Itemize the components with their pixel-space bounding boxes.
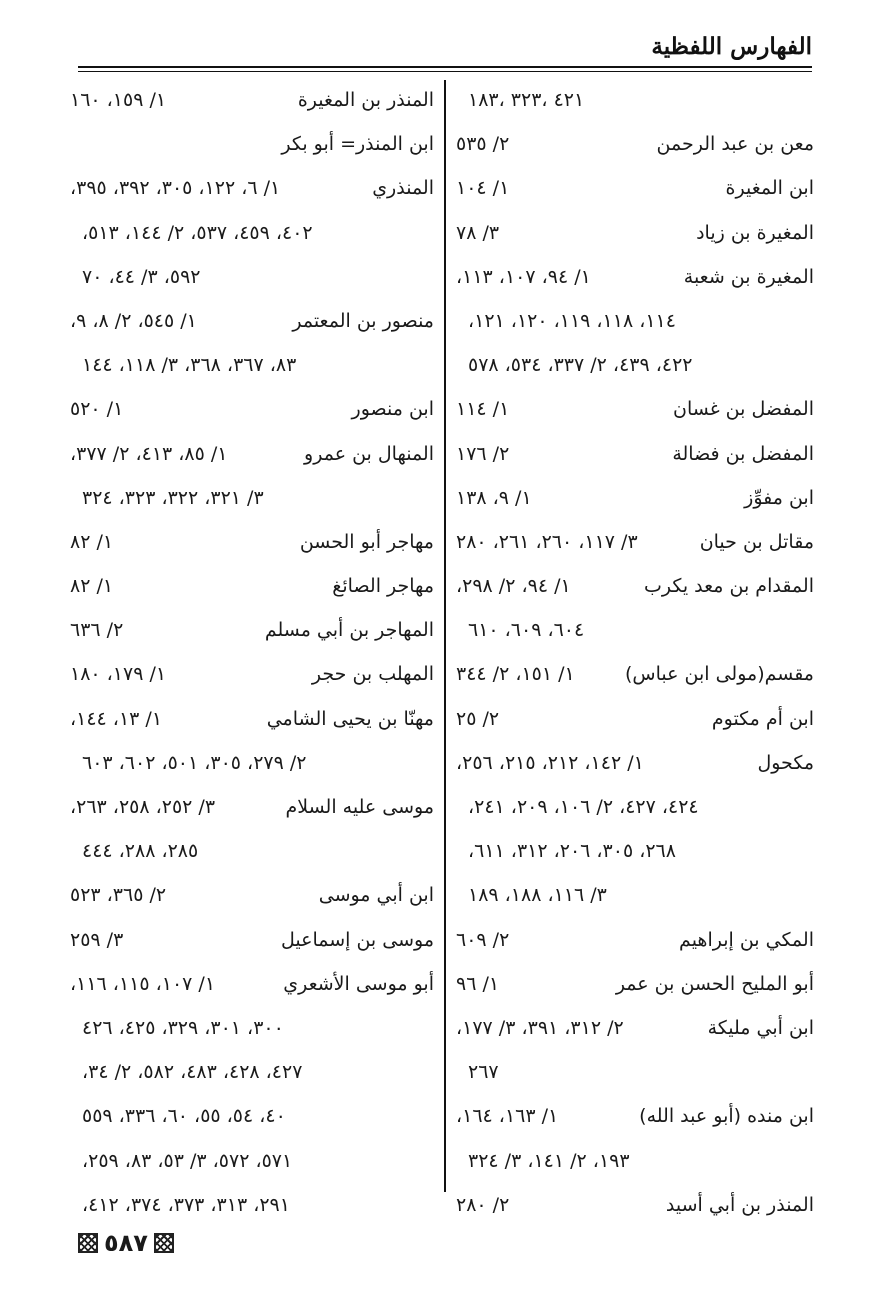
index-entry (70, 564, 434, 608)
index-entry-continuation (456, 1050, 814, 1094)
running-header (78, 30, 812, 66)
index-entry-continuation (70, 1006, 434, 1050)
index-entry (70, 299, 434, 343)
entry-name: معن بن عبد الرحمن (656, 133, 814, 156)
entry-references: ٤٢٢، ٤٣٩، ٢/ ٣٣٧، ٥٣٤، ٥٧٨ (468, 354, 693, 377)
entry-references: ١/ ٩٤، ١٠٧، ١١٣، (456, 265, 591, 288)
entry-name: ابن أبي مليكة (707, 1016, 814, 1039)
index-entry (70, 652, 434, 696)
entry-references: ٤٢٤، ٤٢٧، ٢/ ١٠٦، ٢٠٩، ٢٤١، (468, 796, 699, 818)
entry-references: ١/ ٩٦ (456, 972, 500, 995)
index-entry-continuation (70, 1050, 434, 1094)
entry-references: ١/ ١٠٤ (456, 177, 510, 200)
entry-references: ١٩٣، ٢/ ١٤١، ٣/ ٣٢٤ (468, 1149, 630, 1172)
entry-references: ٤٠، ٥٤، ٥٥، ٦٠، ٣٣٦، ٥٥٩ (82, 1105, 286, 1128)
entry-references: ١/ ٨٥، ٤١٣، ٢/ ٣٧٧، (70, 442, 228, 465)
index-entry (70, 873, 434, 917)
index-entry (456, 1183, 814, 1227)
index-entry-continuation (456, 873, 814, 917)
entry-name: المهلب بن حجر (311, 663, 434, 686)
header-rule-thin (78, 71, 812, 72)
entry-name: ابن أبي موسى (318, 884, 434, 907)
index-entry-continuation (456, 78, 814, 122)
entry-name: المفضل بن فضالة (672, 442, 814, 465)
index-entry (456, 211, 814, 255)
entry-name: ابن مفوِّز (744, 486, 814, 509)
index-entry-continuation (70, 211, 434, 255)
index-entry (456, 697, 814, 741)
index-entry (456, 741, 814, 785)
index-entry-continuation (70, 829, 434, 873)
entry-references: ٢/ ٣١٢، ٣٩١، ٣/ ١٧٧، (456, 1016, 624, 1039)
entry-name: المكي بن إبراهيم (679, 928, 814, 951)
page-header-title: الفهارس اللفظية (651, 33, 812, 60)
ornament-icon (154, 1233, 174, 1253)
index-entry (70, 918, 434, 962)
header-rule-thick (78, 66, 812, 68)
entry-name: أبو المليح الحسن بن عمر (615, 972, 814, 995)
index-entry (70, 78, 434, 122)
entry-name: المغيرة بن زياد (696, 221, 814, 244)
index-entry (456, 1094, 814, 1138)
page-number: ٥٨٧ (104, 1229, 148, 1257)
entry-name: ابن منصور (351, 398, 434, 421)
entry-references: ٢٩١، ٣١٣، ٣٧٣، ٣٧٤، ٤١٢، (82, 1193, 290, 1216)
index-entry (456, 432, 814, 476)
entry-references: ٥٧١، ٥٧٢، ٣/ ٥٣، ٨٣، ٢٥٩، (82, 1149, 293, 1172)
page-footer (78, 1226, 174, 1260)
entry-name: مهاجر الصائغ (332, 575, 434, 598)
entry-name: مكحول (757, 751, 814, 774)
entry-references: ٢٨٥، ٢٨٨، ٤٤٤ (82, 840, 199, 863)
entry-name: المغيرة بن شعبة (683, 265, 814, 288)
entry-references: ٣/ ٢٥٢، ٢٥٨، ٢٦٣، (70, 796, 216, 818)
entry-name: مقسم(مولى ابن عباس) (625, 663, 814, 686)
index-entry (456, 476, 814, 520)
entry-references: ٢/ ٥٣٥ (456, 133, 510, 156)
entry-references: ٢/ ١٧٦ (456, 442, 510, 465)
entry-references: ٢٦٨، ٣٠٥، ٢٠٦، ٣١٢، ٦١١، (468, 840, 676, 863)
index-entry-continuation (456, 608, 814, 652)
index-entry (70, 122, 434, 166)
entry-references: ١/ ٩٤، ٢/ ٢٩٨، (456, 575, 571, 598)
entry-references: ١/ ١٥٩، ١٦٠ (70, 89, 167, 111)
index-entry-continuation (456, 1139, 814, 1183)
entry-references: ١/ ١٠٧، ١١٥، ١١٦، (70, 972, 216, 995)
entry-references: ٢/ ٢٥ (456, 707, 500, 730)
entry-references: ١/ ١١٤ (456, 398, 510, 421)
entry-references: ٤٠٢، ٤٥٩، ٥٣٧، ٢/ ١٤٤، ٥١٣، (82, 221, 313, 244)
entry-name: أبو موسى الأشعري (283, 972, 434, 995)
index-entry (70, 962, 434, 1006)
entry-references: ٢/ ٦٠٩ (456, 928, 510, 951)
entry-name: موسى بن إسماعيل (280, 928, 434, 951)
index-column-right (456, 78, 814, 1227)
entry-references: ٨٣، ٣٦٧، ٣٦٨، ٣/ ١١٨، ١٤٤ (82, 354, 297, 377)
entry-references: ٢/ ٢٨٠ (456, 1193, 510, 1216)
index-entry (456, 1006, 814, 1050)
entry-name: مهنّا بن يحيى الشامي (266, 707, 434, 730)
entry-name: المنهال بن عمرو (304, 442, 434, 465)
index-entry (456, 652, 814, 696)
ornament-icon (78, 1233, 98, 1253)
index-entry-continuation (456, 299, 814, 343)
index-entry-continuation (70, 1139, 434, 1183)
entry-name: المفضل بن غسان (673, 398, 814, 421)
index-entry (456, 962, 814, 1006)
index-entry-continuation (456, 829, 814, 873)
index-entry-continuation (456, 785, 814, 829)
entry-references: ٣/ ٧٨ (456, 221, 500, 244)
entry-references: ١/ ١٦٣، ١٦٤، (456, 1105, 559, 1128)
index-entry-continuation (70, 343, 434, 387)
entry-references: ٤٢٧، ٤٢٨، ٤٨٣، ٥٨٢، ٢/ ٣٤، (82, 1061, 303, 1084)
index-entry (456, 918, 814, 962)
entry-references: ١/ ١٧٩، ١٨٠ (70, 663, 167, 686)
entry-references: ١/ ٦، ١٢٢، ٣٠٥، ٣٩٢، ٣٩٥، (70, 177, 281, 200)
entry-references: ٦٠٤، ٦٠٩، ٦١٠ (468, 619, 585, 642)
entry-references: ٥٩٢، ٣/ ٤٤، ٧٠ (82, 265, 201, 288)
index-entry (70, 432, 434, 476)
entry-references: ١/ ١٣، ١٤٤، (70, 707, 163, 730)
entry-references: ٤٢١ ،٣٢٣ ،١٨٣ (468, 89, 585, 111)
index-entry (70, 166, 434, 210)
index-entry (456, 564, 814, 608)
entry-references: ١/ ٥٤٥، ٢/ ٨، ٩، (70, 309, 197, 332)
index-entry (456, 520, 814, 564)
entry-name: مقاتل بن حيان (699, 530, 814, 553)
index-entry (70, 520, 434, 564)
entry-name: منصور بن المعتمر (292, 309, 434, 332)
entry-name: ابن المنذر= أبو بكر (281, 133, 434, 156)
index-entry (456, 387, 814, 431)
index-entry (456, 255, 814, 299)
entry-name: المهاجر بن أبي مسلم (264, 619, 434, 642)
entry-name: المقدام بن معد يكرب (643, 575, 814, 598)
entry-name: مهاجر أبو الحسن (299, 530, 434, 553)
index-entry (70, 785, 434, 829)
index-entry-continuation (456, 343, 814, 387)
index-entry (70, 697, 434, 741)
entry-references: ١/ ٨٢ (70, 575, 114, 598)
index-entry-continuation (70, 255, 434, 299)
index-column-left (70, 78, 434, 1227)
index-entry-continuation (70, 1094, 434, 1138)
index-entry (70, 387, 434, 431)
index-entry-continuation (70, 741, 434, 785)
index-entry (70, 608, 434, 652)
entry-name: المنذر بن المغيرة (297, 89, 434, 111)
entry-references: ١/ ٥٢٠ (70, 398, 124, 421)
entry-references: ٣/ ٢٥٩ (70, 928, 124, 951)
index-entry-continuation (70, 1183, 434, 1227)
entry-references: ١/ ٨٢ (70, 530, 114, 553)
entry-references: ٣/ ٣٢١، ٣٢٢، ٣٢٣، ٣٢٤ (82, 486, 264, 509)
index-entry-continuation (70, 476, 434, 520)
entry-references: ١١٤، ١١٨، ١١٩، ١٢٠، ١٢١، (468, 309, 676, 332)
entry-name: موسى عليه السلام (285, 796, 434, 818)
entry-name: المنذري (372, 177, 434, 200)
column-divider (444, 80, 446, 1192)
entry-references: ٣/ ١١٧، ٢٦٠، ٢٦١، ٢٨٠ (456, 530, 638, 553)
index-entry (456, 122, 814, 166)
entry-name: ابن المغيرة (725, 177, 814, 200)
index-entry (456, 166, 814, 210)
entry-name: المنذر بن أبي أسيد (665, 1193, 814, 1216)
entry-references: ١/ ١٤٢، ٢١٢، ٢١٥، ٢٥٦، (456, 751, 644, 774)
entry-references: ١/ ٩، ١٣٨ (456, 486, 532, 509)
entry-name: ابن أم مكتوم (711, 707, 814, 730)
entry-references: ١/ ١٥١، ٢/ ٣٤٤ (456, 663, 575, 686)
entry-references: ٣/ ١١٦، ١٨٨، ١٨٩ (468, 884, 607, 907)
entry-references: ٢/ ٢٧٩، ٣٠٥، ٥٠١، ٦٠٢، ٦٠٣ (82, 751, 307, 774)
entry-references: ٢٦٧ (468, 1061, 499, 1084)
entry-references: ٢/ ٦٣٦ (70, 619, 124, 642)
entry-references: ٣٠٠، ٣٠١، ٣٢٩، ٤٢٥، ٤٢٦ (82, 1016, 284, 1039)
entry-name: ابن منده (أبو عبد الله) (639, 1105, 814, 1128)
entry-references: ٢/ ٣٦٥، ٥٢٣ (70, 884, 167, 907)
